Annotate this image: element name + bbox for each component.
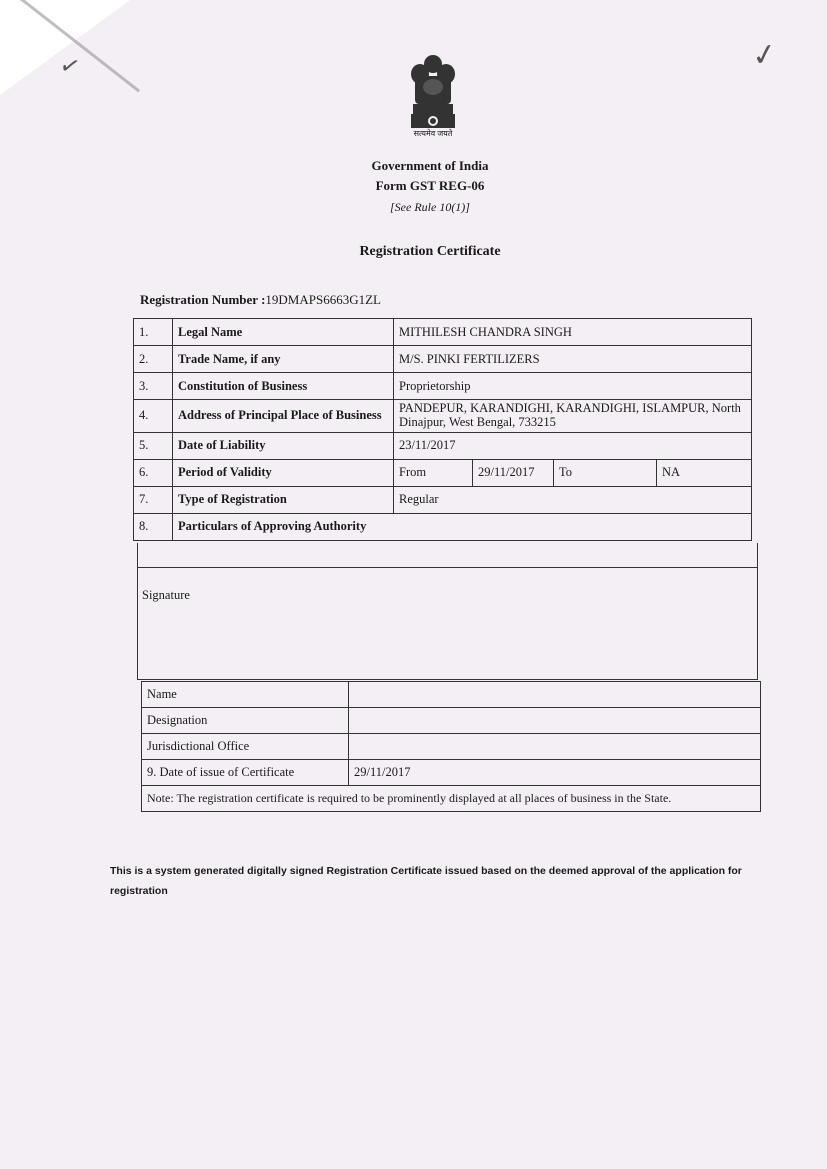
trade-name-value: M/S. PINKI FERTILIZERS (394, 346, 752, 373)
table-row (134, 373, 752, 400)
table-row (134, 346, 752, 373)
emblem-motto: सत्यमेव जयते (413, 129, 453, 138)
row-number: 6. (134, 459, 173, 486)
row-number: 8. (134, 513, 173, 540)
row-number: 7. (134, 486, 173, 513)
registration-number-value: 19DMAPS6663G1ZL (265, 292, 381, 307)
pen-mark-icon: ✓ (56, 49, 84, 83)
signature-label: Signature (142, 588, 190, 602)
row-number: 3. (134, 373, 173, 400)
registration-number (140, 292, 381, 308)
legal-name-value: MITHILESH CHANDRA SINGH (394, 319, 752, 346)
table-row (142, 786, 761, 812)
table-row (134, 319, 752, 346)
table-row (142, 760, 761, 786)
table-row (134, 486, 752, 513)
authority-details-table (141, 681, 761, 812)
jurisdictional-office-label: Jurisdictional Office (142, 734, 349, 760)
registration-number-label: Registration Number : (140, 292, 266, 307)
display-note: Note: The registration certificate is required to be prominently displayed at all places of business in the State. (142, 786, 761, 812)
row-number: 1. (134, 319, 173, 346)
check-mark-icon: ✓ (749, 36, 780, 75)
table-row (134, 459, 752, 486)
table-row (142, 682, 761, 708)
row-label: Legal Name (173, 319, 394, 346)
address-value: PANDEPUR, KARANDIGHI, KARANDIGHI, ISLAMPUR, North Dinajpur, West Bengal, 733215 (394, 400, 752, 433)
row-number: 5. (134, 432, 173, 459)
designation-value (349, 708, 761, 734)
rule-reference: [See Rule 10(1)] (390, 200, 470, 214)
signature-box (137, 543, 758, 680)
issue-date-value: 29/11/2017 (349, 760, 761, 786)
designation-label: Designation (142, 708, 349, 734)
table-row (134, 513, 752, 540)
certificate-title: Registration Certificate (359, 244, 501, 259)
table-row (134, 432, 752, 459)
name-label: Name (142, 682, 349, 708)
liability-date-value: 23/11/2017 (394, 432, 752, 459)
validity-from-value: 29/11/2017 (473, 459, 554, 486)
row-label: Period of Validity (173, 459, 394, 486)
row-label: Trade Name, if any (173, 346, 394, 373)
government-heading: Government of India (371, 158, 489, 173)
validity-from-label: From (394, 459, 473, 486)
name-value (349, 682, 761, 708)
table-row (134, 400, 752, 433)
validity-to-value: NA (657, 459, 752, 486)
row-label: Date of Liability (173, 432, 394, 459)
system-generated-footer: This is a system generated digitally signed Registration Certificate issued based on the deemed approval of the application for registration (110, 865, 742, 897)
blank-row (138, 543, 757, 568)
issue-date-label: 9. Date of issue of Certificate (142, 760, 349, 786)
row-label: Type of Registration (173, 486, 394, 513)
validity-to-label: To (554, 459, 657, 486)
row-label: Particulars of Approving Authority (173, 513, 752, 540)
row-number: 4. (134, 400, 173, 433)
table-row (142, 708, 761, 734)
constitution-value: Proprietorship (394, 373, 752, 400)
row-number: 2. (134, 346, 173, 373)
form-title: Form GST REG-06 (375, 178, 485, 193)
row-label: Constitution of Business (173, 373, 394, 400)
registration-details-table (133, 318, 752, 541)
table-row (142, 734, 761, 760)
registration-type-value: Regular (394, 486, 752, 513)
jurisdictional-office-value (349, 734, 761, 760)
folded-corner (0, 0, 130, 95)
row-label: Address of Principal Place of Business (173, 400, 394, 433)
